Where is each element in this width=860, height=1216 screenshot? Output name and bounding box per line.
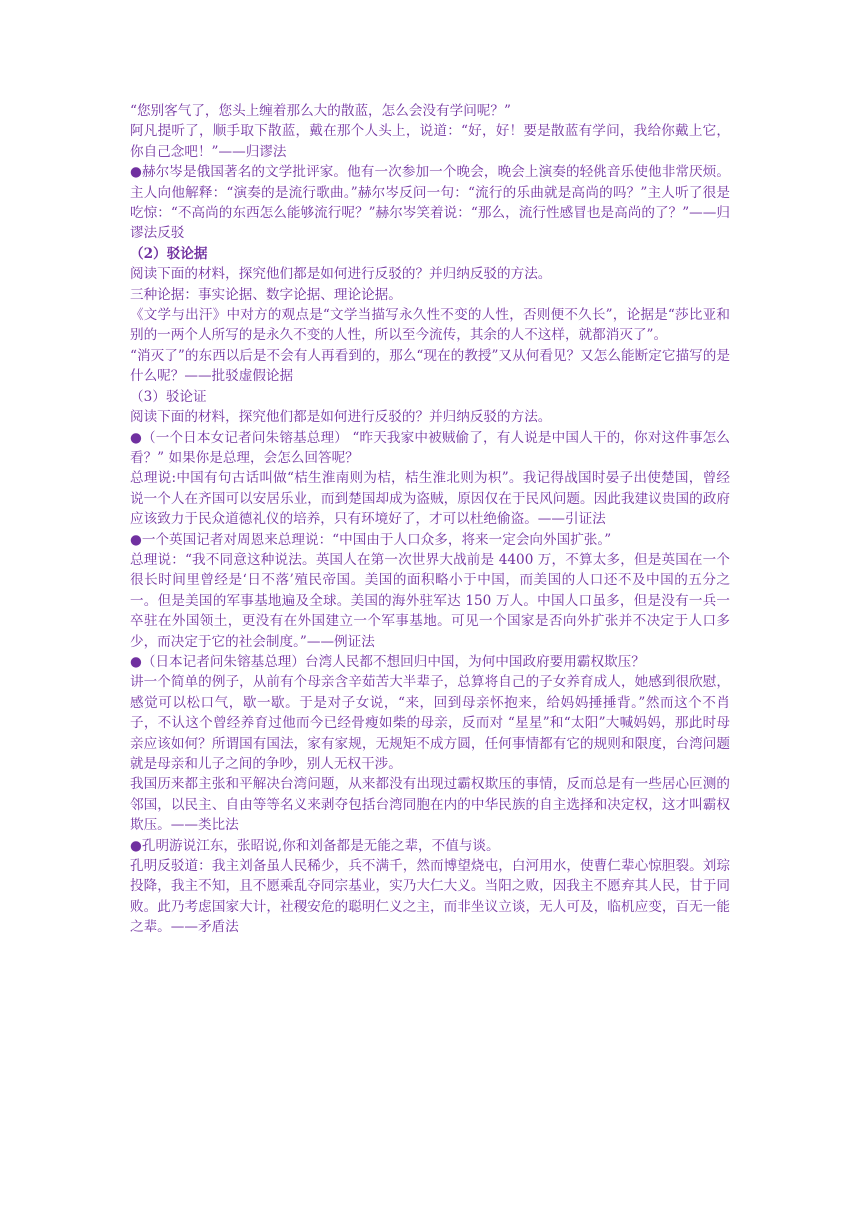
- paragraph-5: 阅读下面的材料，探究他们都是如何进行反驳的？并归纳反驳的方法。: [130, 266, 552, 283]
- paragraph-2: 阿凡提听了，顺手取下散蓝，戴在那个人头上，说道：“好，好！要是散蓝有学问，我给你戴上它，你自己念吧！”——归谬法: [130, 123, 730, 160]
- paragraph-16: 讲一个简单的例子，从前有个母亲含辛茹苦大半辈子，总算将自己的子女养育成人，她感到很欣慰，感觉可以松口气，歇一歇。于是对子女说，“来，回到母亲怀抱来，给妈妈捶捶背。”然而这个不肖子，不认这个曾经养育过他而今已经骨瘦如柴的母亲，反而对 “星星”和“太阳”大喊妈妈，那此时母亲应该如何？所谓国有国法，家有家规，无规矩不成方圆，任何事情都有它的规则和限度，台湾问题就是母亲和儿子之间的争吵，别人无权干涉。: [130, 674, 730, 772]
- paragraph-13: ●一个英国记者对周恩来总理说：“中国由于人口众多，将来一定会向外国扩张。”: [130, 531, 612, 548]
- paragraph-7: 《文学与出汗》中对方的观点是“文学当描写永久性不变的人性，否则便不久长”，论据是“莎比亚和别的一两个人所写的是永久不变的人性，所以至今流传，其余的人不这样，就都消灭了”。: [130, 307, 730, 344]
- paragraph-19: 孔明反驳道：我主刘备虽人民稀少，兵不满千，然而博望烧屯，白河用水，使曹仁辈心惊胆裂。刘琮投降，我主不知，且不愿乘乱夺同宗基业，实乃大仁大义。当阳之败，因我主不愿弃其人民，甘于同败。此乃考虑国家大计，社稷安危的聪明仁义之主，而非坐议立谈，无人可及，临机应变，百无一能之辈。——矛盾法: [130, 858, 730, 936]
- paragraph-6: 三种论据：事实论据、数字论据、理论论据。: [130, 286, 402, 303]
- paragraph-14: 总理说：“我不同意这种说法。英国人在第一次世界大战前是 4400 万，不算太多，但是英国在一个很长时间里曾经是‘日不落’殖民帝国。美国的面积略小于中国，而美国的人口还不及中国的五分之一。但是美国的军事基地遍及全球。美国的海外驻军达 150 万人。中国人口虽多，但是没有一兵一卒驻在外国领土，更没有在外国建立一个军事基地。可见一个国家是否向外扩张并不决定于人口多少，而决定于它的社会制度。”——例证法: [130, 551, 730, 650]
- document-body: [130, 101, 730, 938]
- paragraph-12: 总理说:中国有句古话叫做“桔生淮南则为桔，桔生淮北则为枳”。我记得战国时晏子出使楚国，曾经说一个人在齐国可以安居乐业，而到楚国却成为盗贼，原因仅在于民风问题。因此我建议贵国的政府应该致力于民众道德礼仪的培养，只有环境好了，才可以杜绝偷盗。——引证法: [130, 470, 730, 528]
- paragraph-18: ●孔明游说江东，张昭说,你和刘备都是无能之辈，不值与谈。: [130, 837, 500, 854]
- section-heading-refute-evidence: （2）驳论据: [130, 245, 208, 262]
- paragraph-17: 我国历来都主张和平解决台湾问题，从来都没有出现过霸权欺压的事情，反而总是有一些居心叵测的邻国，以民主、自由等等名义来剥夺包括台湾同胞在内的中华民族的自主选择和决定权，这才叫霸权欺压。——类比法: [130, 776, 730, 834]
- paragraph-10: 阅读下面的材料，探究他们都是如何进行反驳的？并归纳反驳的方法。: [130, 409, 552, 426]
- paragraph-11: ●（一个日本女记者问朱镕基总理） “昨天我家中被贼偷了，有人说是中国人干的，你对这件事怎么看？” 如果你是总理，会怎么回答呢？: [130, 429, 730, 466]
- paragraph-15: ●（日本记者问朱镕基总理）台湾人民都不想回归中国，为何中国政府要用霸权欺压？: [130, 653, 645, 670]
- section-heading-refute-argument: （3）驳论证: [130, 388, 207, 405]
- paragraph-3: ●赫尔岑是俄国著名的文学批评家。他有一次参加一个晚会，晚会上演奏的轻佻音乐使他非常厌烦。主人向他解释：“演奏的是流行歌曲。”赫尔岑反问一句：“流行的乐曲就是高尚的吗？”主人听了很是吃惊：“不高尚的东西怎么能够流行呢？”赫尔岑笑着说：“那么，流行性感冒也是高尚的了？”——归谬法反驳: [130, 164, 730, 242]
- paragraph-8: “消灭了”的东西以后是不会有人再看到的，那么“现在的教授”又从何看见？又怎么能断定它描写的是什么呢？——批驳虚假论据: [130, 347, 730, 385]
- paragraph-1: “您别客气了，您头上缠着那么大的散蓝，怎么会没有学问呢？”: [130, 103, 511, 119]
